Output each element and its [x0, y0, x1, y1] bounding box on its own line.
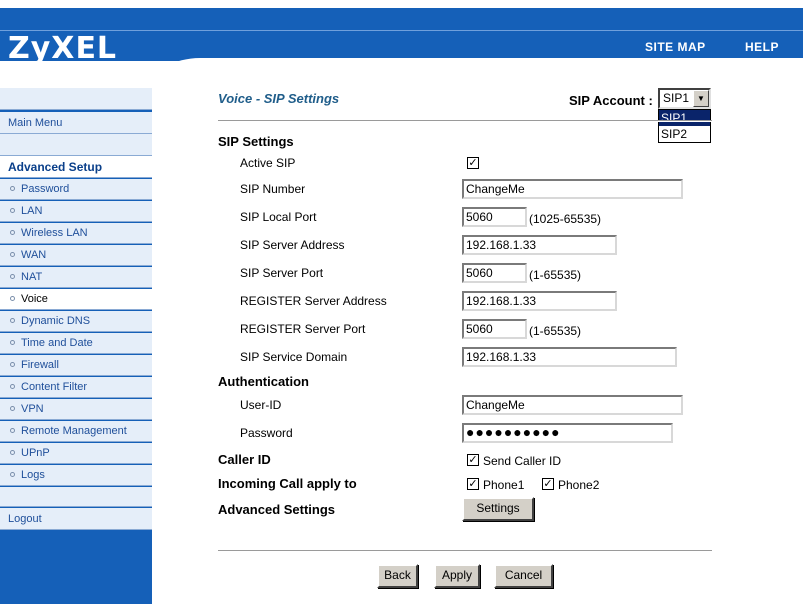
- sip-service-domain-label: SIP Service Domain: [240, 350, 348, 364]
- sidebar-item-label: UPnP: [21, 447, 50, 459]
- sip-server-port-label: SIP Server Port: [240, 266, 324, 280]
- phone1-label: Phone1: [483, 478, 525, 492]
- sidebar-spacer: [0, 88, 152, 110]
- advanced-settings-heading: Advanced Settings: [218, 502, 336, 517]
- cancel-button[interactable]: Cancel: [494, 564, 553, 588]
- active-sip-checkbox[interactable]: ✓: [468, 157, 478, 169]
- sidebar-logout[interactable]: Logout: [0, 508, 152, 530]
- radio-bullet-icon: [10, 296, 15, 301]
- radio-bullet-icon: [10, 186, 15, 191]
- password-label: Password: [240, 426, 293, 440]
- sip-account-select[interactable]: [658, 88, 711, 109]
- sip-account-label: SIP Account :: [569, 93, 653, 108]
- sip-account-option-sip1[interactable]: SIP1: [659, 110, 710, 126]
- sidebar-item-label: Time and Date: [21, 337, 93, 349]
- sip-account-dropdown: [658, 109, 711, 143]
- radio-bullet-icon: [10, 274, 15, 279]
- register-server-address-input[interactable]: 192.168.1.33: [462, 291, 617, 311]
- sip-server-port-input[interactable]: 5060: [462, 263, 527, 283]
- send-caller-id-checkbox[interactable]: ✓: [468, 454, 478, 466]
- sidebar-advanced-setup: Advanced Setup: [0, 156, 152, 178]
- sidebar-item-label: LAN: [21, 205, 43, 217]
- sip-number-input[interactable]: ChangeMe: [462, 179, 683, 199]
- password-input[interactable]: ●●●●●●●●●●: [462, 423, 673, 443]
- advanced-settings-button[interactable]: Settings: [462, 497, 534, 521]
- sidebar-item-label: Remote Management: [21, 425, 127, 437]
- sidebar-spacer: [0, 134, 152, 156]
- sidebar-item-label: Content Filter: [21, 381, 88, 393]
- sidebar-spacer: [0, 487, 152, 507]
- sip-account-option-sip2[interactable]: SIP2: [661, 127, 688, 141]
- user-id-label: User-ID: [240, 398, 282, 412]
- radio-bullet-icon: [10, 406, 15, 411]
- header-divider: [0, 30, 803, 31]
- dropdown-arrow-icon[interactable]: ▼: [693, 90, 709, 107]
- back-button[interactable]: Back: [377, 564, 418, 588]
- sip-service-domain-input[interactable]: 192.168.1.33: [462, 347, 677, 367]
- site-map-link[interactable]: SITE MAP: [645, 40, 706, 54]
- radio-bullet-icon: [10, 472, 15, 477]
- sidebar-item-dynamic-dns[interactable]: [0, 311, 152, 332]
- sidebar-item-label: NAT: [21, 271, 43, 283]
- sip-local-port-range: (1025-65535): [529, 212, 602, 226]
- sidebar-item-label: WAN: [21, 249, 47, 261]
- header-curve: [152, 58, 803, 88]
- sidebar-item-password[interactable]: [0, 179, 152, 200]
- register-server-address-label: REGISTER Server Address: [240, 294, 387, 308]
- sip-server-port-range: (1-65535): [529, 268, 582, 282]
- sidebar-item-label: Password: [21, 183, 70, 195]
- sidebar-item-label: Firewall: [21, 359, 59, 371]
- sidebar-item-firewall[interactable]: [0, 355, 152, 376]
- sidebar-item-voice[interactable]: [0, 289, 152, 310]
- logo-tagline: TOTAL INTERNET ACCESS SOLUTION: [8, 66, 103, 80]
- incoming-call-heading: Incoming Call apply to: [218, 476, 357, 491]
- sidebar-item-lan[interactable]: [0, 201, 152, 222]
- send-caller-id-label: Send Caller ID: [483, 454, 562, 468]
- sip-server-address-input[interactable]: 192.168.1.33: [462, 235, 617, 255]
- sidebar-item-upnp[interactable]: [0, 443, 152, 464]
- sip-settings-heading: SIP Settings: [218, 134, 294, 149]
- sidebar-item-label: Logs: [21, 469, 45, 481]
- apply-button[interactable]: Apply: [434, 564, 480, 588]
- phone2-checkbox[interactable]: ✓: [543, 478, 553, 490]
- sip-number-label: SIP Number: [240, 182, 306, 196]
- page-title: Voice - SIP Settings: [218, 91, 340, 106]
- sip-account-value: SIP1: [663, 91, 690, 105]
- sidebar-item-wireless-lan[interactable]: [0, 223, 152, 244]
- bottom-divider: [218, 550, 712, 552]
- top-divider: [218, 120, 712, 122]
- radio-bullet-icon: [10, 428, 15, 433]
- sidebar-item-logs[interactable]: [0, 465, 152, 486]
- active-sip-label: Active SIP: [240, 156, 296, 170]
- register-server-port-range: (1-65535): [529, 324, 582, 338]
- sidebar-main-menu[interactable]: Main Menu: [0, 112, 152, 134]
- sidebar-item-time-and-date[interactable]: [0, 333, 152, 354]
- sip-local-port-label: SIP Local Port: [240, 210, 317, 224]
- radio-bullet-icon: [10, 384, 15, 389]
- radio-bullet-icon: [10, 450, 15, 455]
- zyxel-logo: [8, 31, 142, 86]
- radio-bullet-icon: [10, 318, 15, 323]
- sip-local-port-input[interactable]: 5060: [462, 207, 527, 227]
- sidebar-item-remote-management[interactable]: [0, 421, 152, 442]
- logo-wordmark: ZyXEL: [8, 31, 118, 66]
- radio-bullet-icon: [10, 362, 15, 367]
- sip-server-address-label: SIP Server Address: [240, 238, 345, 252]
- caller-id-heading: Caller ID: [218, 452, 271, 467]
- help-link[interactable]: HELP: [745, 40, 780, 54]
- sidebar-item-label: Dynamic DNS: [21, 315, 91, 327]
- authentication-heading: Authentication: [218, 374, 309, 389]
- radio-bullet-icon: [10, 208, 15, 213]
- radio-bullet-icon: [10, 230, 15, 235]
- phone1-checkbox[interactable]: ✓: [468, 478, 478, 490]
- sidebar-item-content-filter[interactable]: [0, 377, 152, 398]
- register-server-port-input[interactable]: 5060: [462, 319, 527, 339]
- radio-bullet-icon: [10, 252, 15, 257]
- user-id-input[interactable]: ChangeMe: [462, 395, 683, 415]
- sidebar: [0, 88, 152, 604]
- sidebar-item-nat[interactable]: [0, 267, 152, 288]
- phone2-label: Phone2: [558, 478, 600, 492]
- register-server-port-label: REGISTER Server Port: [240, 322, 366, 336]
- sidebar-item-label: Voice: [21, 293, 48, 305]
- sidebar-item-label: VPN: [21, 403, 44, 415]
- radio-bullet-icon: [10, 340, 15, 345]
- sidebar-item-wan[interactable]: [0, 245, 152, 266]
- sidebar-item-vpn[interactable]: [0, 399, 152, 420]
- sidebar-item-label: Wireless LAN: [21, 227, 88, 239]
